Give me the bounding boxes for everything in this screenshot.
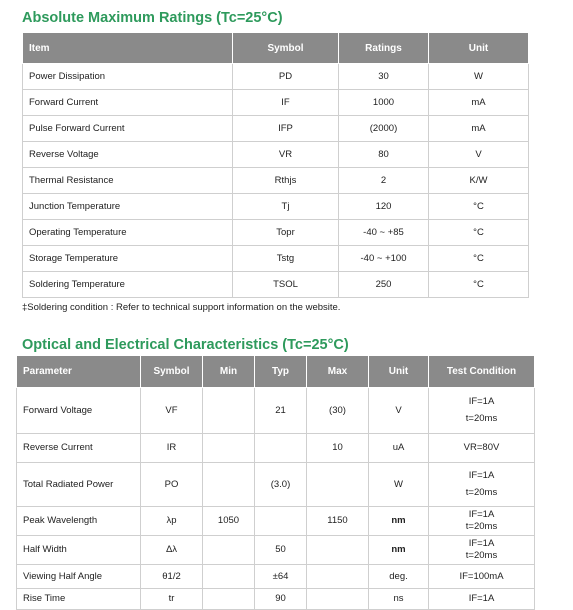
cell-max xyxy=(307,463,369,507)
cell-symbol: IF xyxy=(233,90,339,116)
cell-unit: V xyxy=(429,142,529,168)
cell-item: Operating Temperature xyxy=(23,220,233,246)
table-header-row xyxy=(23,33,529,64)
test-condition-line-2: t=20ms xyxy=(465,413,498,424)
table-row xyxy=(23,116,529,142)
column-header-min: Min xyxy=(203,356,255,388)
cell-symbol: Topr xyxy=(233,220,339,246)
cell-unit: uA xyxy=(369,434,429,463)
cell-ratings: -40 ~ +85 xyxy=(339,220,429,246)
soldering-footnote: ‡Soldering condition : Refer to technical support information on the website. xyxy=(22,302,341,313)
cell-param: Viewing Half Angle xyxy=(17,565,141,589)
cell-unit: nm xyxy=(369,507,429,536)
column-header-symbol: Symbol xyxy=(141,356,203,388)
cell-ratings: (2000) xyxy=(339,116,429,142)
cell-test-condition xyxy=(429,536,535,565)
table-row xyxy=(23,220,529,246)
absolute-ratings-table xyxy=(22,32,529,298)
cell-typ: 21 xyxy=(255,388,307,434)
cell-min xyxy=(203,388,255,434)
cell-param: Half Width xyxy=(17,536,141,565)
test-condition-line-2: t=20ms xyxy=(465,487,498,498)
cell-max: (30) xyxy=(307,388,369,434)
cell-param: Total Radiated Power xyxy=(17,463,141,507)
cell-item: Reverse Voltage xyxy=(23,142,233,168)
column-header-item: Item xyxy=(23,33,233,64)
optical-characteristics-title: Optical and Electrical Characteristics (Tc=25°C) xyxy=(22,337,349,353)
cell-ratings: 2 xyxy=(339,168,429,194)
cell-min xyxy=(203,463,255,507)
test-condition-line-1: IF=1A xyxy=(468,593,495,604)
table-row xyxy=(23,168,529,194)
cell-ratings: 30 xyxy=(339,64,429,90)
table-row xyxy=(17,388,535,434)
test-condition-line-1: IF=1A xyxy=(468,470,495,481)
cell-symbol: tr xyxy=(141,589,203,610)
cell-ratings: 80 xyxy=(339,142,429,168)
cell-unit: deg. xyxy=(369,565,429,589)
table-row xyxy=(23,194,529,220)
cell-ratings: 250 xyxy=(339,272,429,298)
test-condition-line-1: IF=1A xyxy=(468,509,495,520)
cell-unit: °C xyxy=(429,272,529,298)
cell-test-condition xyxy=(429,507,535,536)
cell-item: Power Dissipation xyxy=(23,64,233,90)
test-condition-line-1: IF=100mA xyxy=(459,570,504,582)
cell-unit: °C xyxy=(429,220,529,246)
column-header-symbol: Symbol xyxy=(233,33,339,64)
cell-unit: mA xyxy=(429,116,529,142)
cell-symbol: Tj xyxy=(233,194,339,220)
cell-param: Reverse Current xyxy=(17,434,141,463)
cell-param: Peak Wavelength xyxy=(17,507,141,536)
cell-min xyxy=(203,536,255,565)
cell-symbol: λp xyxy=(141,507,203,536)
column-header-parameter: Parameter xyxy=(17,356,141,388)
cell-test-condition xyxy=(429,565,535,589)
cell-min xyxy=(203,434,255,463)
cell-test-condition xyxy=(429,463,535,507)
cell-typ xyxy=(255,507,307,536)
test-condition-line-1: IF=1A xyxy=(468,538,495,549)
cell-symbol: VR xyxy=(233,142,339,168)
table-row xyxy=(17,536,535,565)
cell-typ: ±64 xyxy=(255,565,307,589)
table-row xyxy=(23,142,529,168)
cell-ratings: 120 xyxy=(339,194,429,220)
cell-unit: °C xyxy=(429,194,529,220)
cell-unit: mA xyxy=(429,90,529,116)
cell-typ: 50 xyxy=(255,536,307,565)
table-row xyxy=(23,64,529,90)
cell-typ: (3.0) xyxy=(255,463,307,507)
cell-symbol: IR xyxy=(141,434,203,463)
cell-param: Forward Voltage xyxy=(17,388,141,434)
cell-param: Rise Time xyxy=(17,589,141,610)
cell-item: Forward Current xyxy=(23,90,233,116)
cell-unit: K/W xyxy=(429,168,529,194)
cell-unit: W xyxy=(369,463,429,507)
table-row xyxy=(17,565,535,589)
table-header-row xyxy=(17,356,535,388)
test-condition-line-1: VR=80V xyxy=(463,442,500,453)
cell-typ xyxy=(255,434,307,463)
cell-item: Thermal Resistance xyxy=(23,168,233,194)
cell-symbol: IFP xyxy=(233,116,339,142)
cell-symbol: Δλ xyxy=(141,536,203,565)
cell-item: Soldering Temperature xyxy=(23,272,233,298)
table-row xyxy=(23,246,529,272)
cell-symbol: PD xyxy=(233,64,339,90)
cell-max: 10 xyxy=(307,434,369,463)
cell-test-condition xyxy=(429,388,535,434)
cell-unit: °C xyxy=(429,246,529,272)
cell-item: Storage Temperature xyxy=(23,246,233,272)
column-header-unit: Unit xyxy=(369,356,429,388)
cell-item: Pulse Forward Current xyxy=(23,116,233,142)
table-row xyxy=(23,90,529,116)
cell-ratings: -40 ~ +100 xyxy=(339,246,429,272)
table-row xyxy=(17,507,535,536)
cell-item: Junction Temperature xyxy=(23,194,233,220)
table-row xyxy=(17,463,535,507)
cell-unit: W xyxy=(429,64,529,90)
cell-unit: nm xyxy=(369,536,429,565)
cell-symbol: Rthjs xyxy=(233,168,339,194)
optical-characteristics-table xyxy=(16,355,535,610)
cell-unit: V xyxy=(369,388,429,434)
table-row xyxy=(23,272,529,298)
test-condition-line-1: IF=1A xyxy=(468,396,495,407)
column-header-unit: Unit xyxy=(429,33,529,64)
cell-max xyxy=(307,565,369,589)
column-header-test-condition: Test Condition xyxy=(429,356,535,388)
cell-symbol: PO xyxy=(141,463,203,507)
cell-symbol: TSOL xyxy=(233,272,339,298)
absolute-ratings-title: Absolute Maximum Ratings (Tc=25°C) xyxy=(22,10,283,26)
test-condition-line-2: t=20ms xyxy=(465,550,498,561)
column-header-typ: Typ xyxy=(255,356,307,388)
cell-min xyxy=(203,565,255,589)
cell-unit: ns xyxy=(369,589,429,610)
cell-ratings: 1000 xyxy=(339,90,429,116)
cell-min: 1050 xyxy=(203,507,255,536)
cell-max xyxy=(307,536,369,565)
cell-max: 1150 xyxy=(307,507,369,536)
cell-test-condition xyxy=(429,434,535,463)
column-header-ratings: Ratings xyxy=(339,33,429,64)
cell-symbol: VF xyxy=(141,388,203,434)
cell-symbol: Tstg xyxy=(233,246,339,272)
column-header-max: Max xyxy=(307,356,369,388)
cell-symbol: θ1/2 xyxy=(141,565,203,589)
cell-typ: 90 xyxy=(255,589,307,610)
table-row xyxy=(17,434,535,463)
test-condition-line-2: t=20ms xyxy=(465,521,498,532)
